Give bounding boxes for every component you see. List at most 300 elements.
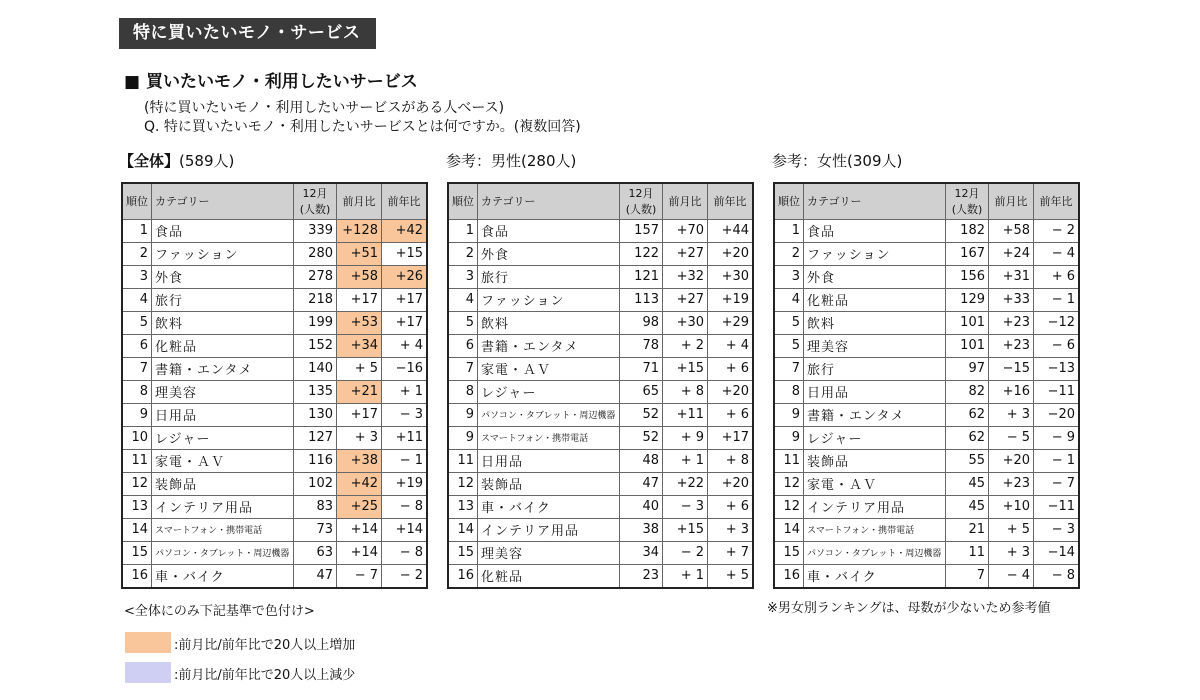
mom-cell: +21 [337, 380, 382, 403]
category-cell: 日用品 [152, 403, 294, 426]
mom-cell: +20 [989, 449, 1034, 472]
mom-cell: +11 [663, 403, 708, 426]
mom-cell: +24 [989, 242, 1034, 265]
header-rank: 順位 [122, 183, 152, 219]
rank-cell: 4 [122, 288, 152, 311]
yoy-cell: − 2 [1034, 219, 1080, 242]
mom-cell: + 9 [663, 426, 708, 449]
yoy-cell: −13 [1034, 357, 1080, 380]
mom-cell: +51 [337, 242, 382, 265]
category-cell: 車・バイク [152, 564, 294, 588]
count-cell: 140 [294, 357, 337, 380]
yoy-cell: + 4 [708, 334, 754, 357]
table-row [774, 564, 1079, 588]
mom-cell: − 7 [337, 564, 382, 588]
table-row [448, 311, 753, 334]
rank-cell: 16 [448, 564, 478, 588]
count-cell: 122 [620, 242, 663, 265]
table-row [774, 288, 1079, 311]
category-cell: レジャー [804, 426, 946, 449]
mom-cell: + 5 [337, 357, 382, 380]
count-cell: 152 [294, 334, 337, 357]
count-cell: 199 [294, 311, 337, 334]
category-cell: 飲料 [478, 311, 620, 334]
ranking-table-male [447, 182, 754, 589]
mom-cell: +27 [663, 288, 708, 311]
table-header-row [122, 183, 427, 219]
section-heading: ■ 買いたいモノ・利用したいサービス [124, 72, 418, 92]
category-cell: 理美容 [804, 334, 946, 357]
header-yoy: 前年比 [708, 183, 754, 219]
rank-cell: 14 [448, 518, 478, 541]
table-row [122, 472, 427, 495]
mom-cell: +53 [337, 311, 382, 334]
rank-cell: 9 [448, 403, 478, 426]
mom-cell: +23 [989, 334, 1034, 357]
count-cell: 65 [620, 380, 663, 403]
mom-cell: −15 [989, 357, 1034, 380]
table-row [122, 219, 427, 242]
yoy-cell: + 6 [708, 357, 754, 380]
rank-cell: 11 [122, 449, 152, 472]
table-row [122, 564, 427, 588]
yoy-cell: +26 [382, 265, 428, 288]
category-cell: 書籍・エンタメ [804, 403, 946, 426]
yoy-cell: −16 [382, 357, 428, 380]
table-row [774, 265, 1079, 288]
yoy-cell: − 6 [1034, 334, 1080, 357]
header-mom: 前月比 [663, 183, 708, 219]
yoy-cell: +30 [708, 265, 754, 288]
category-cell: ファッション [804, 242, 946, 265]
rank-cell: 8 [122, 380, 152, 403]
category-cell: 外食 [152, 265, 294, 288]
category-cell: パソコン・タブレット・周辺機器 [478, 403, 620, 426]
table-row [122, 288, 427, 311]
count-cell: 40 [620, 495, 663, 518]
table-header-row [448, 183, 753, 219]
yoy-cell: −14 [1034, 541, 1080, 564]
table-row [448, 426, 753, 449]
count-cell: 97 [946, 357, 989, 380]
yoy-cell: −20 [1034, 403, 1080, 426]
mom-cell: − 3 [663, 495, 708, 518]
category-cell: 化粧品 [152, 334, 294, 357]
category-cell: インテリア用品 [804, 495, 946, 518]
table-row [448, 380, 753, 403]
table-row [774, 242, 1079, 265]
rank-cell: 2 [122, 242, 152, 265]
table-row [122, 449, 427, 472]
mom-cell: − 2 [663, 541, 708, 564]
mom-cell: +16 [989, 380, 1034, 403]
yoy-cell: − 3 [1034, 518, 1080, 541]
category-cell: 外食 [804, 265, 946, 288]
female-label: 参考：女性(309人) [772, 152, 903, 170]
count-cell: 116 [294, 449, 337, 472]
mom-cell: +58 [337, 265, 382, 288]
category-cell: 書籍・エンタメ [478, 334, 620, 357]
table-row [122, 242, 427, 265]
rank-cell: 14 [774, 518, 804, 541]
category-cell: 化粧品 [478, 564, 620, 588]
rank-cell: 13 [122, 495, 152, 518]
mom-cell: +15 [663, 357, 708, 380]
rank-cell: 9 [774, 403, 804, 426]
category-cell: 旅行 [478, 265, 620, 288]
count-cell: 73 [294, 518, 337, 541]
category-cell: インテリア用品 [152, 495, 294, 518]
count-cell: 71 [620, 357, 663, 380]
rank-cell: 4 [774, 288, 804, 311]
count-cell: 101 [946, 311, 989, 334]
legend-swatch-increase [125, 632, 171, 653]
table-row [122, 403, 427, 426]
count-cell: 45 [946, 495, 989, 518]
rank-cell: 2 [774, 242, 804, 265]
rank-cell: 2 [448, 242, 478, 265]
count-cell: 278 [294, 265, 337, 288]
yoy-cell: − 9 [1034, 426, 1080, 449]
category-cell: 車・バイク [804, 564, 946, 588]
header-count-line1: 12月 [302, 187, 328, 201]
category-cell: 装飾品 [478, 472, 620, 495]
header-count [946, 183, 989, 219]
yoy-cell: −11 [1034, 380, 1080, 403]
yoy-cell: + 7 [708, 541, 754, 564]
yoy-cell: − 1 [1034, 288, 1080, 311]
table-row [122, 518, 427, 541]
rank-cell: 8 [774, 380, 804, 403]
count-cell: 63 [294, 541, 337, 564]
rank-cell: 4 [448, 288, 478, 311]
table-row [448, 564, 753, 588]
table-row [774, 495, 1079, 518]
table-row [448, 242, 753, 265]
table-row [448, 472, 753, 495]
yoy-cell: +42 [382, 219, 428, 242]
mom-cell: +23 [989, 311, 1034, 334]
ranking-table-overall [121, 182, 428, 589]
category-cell: 家電・ＡＶ [152, 449, 294, 472]
yoy-cell: + 6 [708, 403, 754, 426]
mom-cell: + 2 [663, 334, 708, 357]
rank-cell: 7 [448, 357, 478, 380]
count-cell: 218 [294, 288, 337, 311]
yoy-cell: +19 [708, 288, 754, 311]
category-cell: 家電・ＡＶ [804, 472, 946, 495]
table-row [122, 541, 427, 564]
ranking-table-female [773, 182, 1080, 589]
yoy-cell: +44 [708, 219, 754, 242]
table-row [448, 357, 753, 380]
rank-cell: 12 [774, 472, 804, 495]
base-note: (特に買いたいモノ・利用したいサービスがある人ベース) [144, 100, 505, 116]
rank-cell: 3 [448, 265, 478, 288]
mom-cell: +70 [663, 219, 708, 242]
table-row [774, 449, 1079, 472]
yoy-cell: +11 [382, 426, 428, 449]
yoy-cell: − 1 [1034, 449, 1080, 472]
count-cell: 38 [620, 518, 663, 541]
header-category: カテゴリー [478, 183, 620, 219]
category-cell: 飲料 [152, 311, 294, 334]
category-cell: 装飾品 [152, 472, 294, 495]
category-cell: 旅行 [804, 357, 946, 380]
rank-cell: 11 [448, 449, 478, 472]
category-cell: 日用品 [804, 380, 946, 403]
table-row [122, 265, 427, 288]
yoy-cell: − 2 [382, 564, 428, 588]
mom-cell: + 5 [989, 518, 1034, 541]
table-row [774, 311, 1079, 334]
count-cell: 48 [620, 449, 663, 472]
category-cell: 食品 [478, 219, 620, 242]
table-row [448, 265, 753, 288]
table-row [774, 472, 1079, 495]
yoy-cell: +17 [382, 288, 428, 311]
rank-cell: 5 [774, 334, 804, 357]
mom-cell: − 4 [989, 564, 1034, 588]
mom-cell: +25 [337, 495, 382, 518]
yoy-cell: + 1 [382, 380, 428, 403]
mom-cell: − 5 [989, 426, 1034, 449]
count-cell: 47 [620, 472, 663, 495]
mom-cell: + 3 [989, 403, 1034, 426]
rank-cell: 5 [448, 311, 478, 334]
rank-cell: 7 [122, 357, 152, 380]
table-row [448, 288, 753, 311]
header-yoy: 前年比 [382, 183, 428, 219]
table-row [122, 334, 427, 357]
rank-cell: 1 [122, 219, 152, 242]
rank-cell: 16 [122, 564, 152, 588]
page-title: 特に買いたいモノ・サービス [119, 18, 376, 49]
yoy-cell: +29 [708, 311, 754, 334]
mom-cell: +58 [989, 219, 1034, 242]
mom-cell: + 3 [337, 426, 382, 449]
category-cell: レジャー [152, 426, 294, 449]
mom-cell: +17 [337, 288, 382, 311]
mom-cell: +33 [989, 288, 1034, 311]
rank-cell: 12 [774, 495, 804, 518]
yoy-cell: − 8 [1034, 564, 1080, 588]
category-cell: 旅行 [152, 288, 294, 311]
table-row [122, 357, 427, 380]
count-cell: 127 [294, 426, 337, 449]
overall-label: 【全体】(589人) [119, 152, 235, 170]
color-rule-note: <全体にのみ下記基準で色付け> [124, 604, 315, 619]
mom-cell: +128 [337, 219, 382, 242]
table-row [448, 518, 753, 541]
yoy-cell: − 1 [382, 449, 428, 472]
rank-cell: 5 [774, 311, 804, 334]
table-row [448, 334, 753, 357]
mom-cell: +14 [337, 541, 382, 564]
yoy-cell: + 4 [382, 334, 428, 357]
yoy-cell: +19 [382, 472, 428, 495]
header-category: カテゴリー [804, 183, 946, 219]
rank-cell: 16 [774, 564, 804, 588]
table-row [774, 219, 1079, 242]
count-cell: 7 [946, 564, 989, 588]
yoy-cell: + 5 [708, 564, 754, 588]
count-cell: 280 [294, 242, 337, 265]
yoy-cell: + 6 [1034, 265, 1080, 288]
category-cell: 食品 [804, 219, 946, 242]
table-row [448, 403, 753, 426]
mom-cell: +23 [989, 472, 1034, 495]
count-cell: 339 [294, 219, 337, 242]
table-row [122, 426, 427, 449]
yoy-cell: + 6 [708, 495, 754, 518]
question-text: Q. 特に買いたいモノ・利用したいサービスとは何ですか。(複数回答) [144, 119, 581, 135]
count-cell: 34 [620, 541, 663, 564]
table-row [774, 403, 1079, 426]
header-count-line2: (人数) [299, 203, 331, 217]
header-count-line2: (人数) [625, 203, 657, 217]
yoy-cell: +20 [708, 242, 754, 265]
rank-cell: 9 [448, 426, 478, 449]
mom-cell: +38 [337, 449, 382, 472]
rank-cell: 1 [448, 219, 478, 242]
table-row [122, 380, 427, 403]
rank-cell: 3 [774, 265, 804, 288]
mom-cell: +14 [337, 518, 382, 541]
legend-text-decrease: :前月比/前年比で20人以上減少 [174, 668, 356, 683]
mom-cell: + 3 [989, 541, 1034, 564]
rank-cell: 6 [122, 334, 152, 357]
count-cell: 52 [620, 403, 663, 426]
category-cell: 理美容 [478, 541, 620, 564]
yoy-cell: +20 [708, 472, 754, 495]
rank-cell: 9 [122, 403, 152, 426]
rank-cell: 6 [448, 334, 478, 357]
yoy-cell: − 8 [382, 495, 428, 518]
category-cell: 書籍・エンタメ [152, 357, 294, 380]
rank-cell: 12 [448, 472, 478, 495]
category-cell: 装飾品 [804, 449, 946, 472]
table-row [448, 219, 753, 242]
table-row [774, 541, 1079, 564]
header-rank: 順位 [448, 183, 478, 219]
mom-cell: + 1 [663, 564, 708, 588]
yoy-cell: +20 [708, 380, 754, 403]
table-row [448, 449, 753, 472]
count-cell: 130 [294, 403, 337, 426]
mom-cell: + 1 [663, 449, 708, 472]
count-cell: 78 [620, 334, 663, 357]
count-cell: 62 [946, 403, 989, 426]
yoy-cell: + 8 [708, 449, 754, 472]
count-cell: 121 [620, 265, 663, 288]
count-cell: 167 [946, 242, 989, 265]
header-count-line1: 12月 [954, 187, 980, 201]
table-row [774, 426, 1079, 449]
category-cell: 飲料 [804, 311, 946, 334]
count-cell: 113 [620, 288, 663, 311]
mom-cell: +32 [663, 265, 708, 288]
mom-cell: +31 [989, 265, 1034, 288]
header-count [294, 183, 337, 219]
count-cell: 52 [620, 426, 663, 449]
count-cell: 82 [946, 380, 989, 403]
rank-cell: 11 [774, 449, 804, 472]
yoy-cell: +15 [382, 242, 428, 265]
count-cell: 11 [946, 541, 989, 564]
mom-cell: +27 [663, 242, 708, 265]
category-cell: ファッション [478, 288, 620, 311]
legend-swatch-decrease [125, 662, 171, 683]
rank-cell: 9 [774, 426, 804, 449]
mom-cell: +22 [663, 472, 708, 495]
rank-cell: 3 [122, 265, 152, 288]
rank-cell: 1 [774, 219, 804, 242]
header-count-line1: 12月 [628, 187, 654, 201]
count-cell: 98 [620, 311, 663, 334]
count-cell: 45 [946, 472, 989, 495]
category-cell: 化粧品 [804, 288, 946, 311]
header-mom: 前月比 [337, 183, 382, 219]
yoy-cell: +17 [708, 426, 754, 449]
rank-cell: 10 [122, 426, 152, 449]
yoy-cell: +17 [382, 311, 428, 334]
header-yoy: 前年比 [1034, 183, 1080, 219]
table-header-row [774, 183, 1079, 219]
mom-cell: +17 [337, 403, 382, 426]
count-cell: 55 [946, 449, 989, 472]
table-row [774, 334, 1079, 357]
count-cell: 83 [294, 495, 337, 518]
category-cell: インテリア用品 [478, 518, 620, 541]
category-cell: 車・バイク [478, 495, 620, 518]
category-cell: スマートフォン・携帯電話 [804, 518, 946, 541]
header-mom: 前月比 [989, 183, 1034, 219]
category-cell: パソコン・タブレット・周辺機器 [152, 541, 294, 564]
yoy-cell: −12 [1034, 311, 1080, 334]
count-cell: 101 [946, 334, 989, 357]
count-cell: 157 [620, 219, 663, 242]
rank-cell: 13 [448, 495, 478, 518]
category-cell: レジャー [478, 380, 620, 403]
yoy-cell: + 3 [708, 518, 754, 541]
category-cell: ファッション [152, 242, 294, 265]
table-row [448, 541, 753, 564]
male-label: 参考：男性(280人) [446, 152, 577, 170]
mom-cell: + 8 [663, 380, 708, 403]
count-cell: 21 [946, 518, 989, 541]
category-cell: パソコン・タブレット・周辺機器 [804, 541, 946, 564]
table-row [122, 495, 427, 518]
category-cell: 外食 [478, 242, 620, 265]
table-row [774, 518, 1079, 541]
count-cell: 156 [946, 265, 989, 288]
yoy-cell: − 3 [382, 403, 428, 426]
mom-cell: +30 [663, 311, 708, 334]
mom-cell: +34 [337, 334, 382, 357]
gender-note: ※男女別ランキングは、母数が少ないため参考値 [767, 601, 1051, 616]
count-cell: 62 [946, 426, 989, 449]
rank-cell: 12 [122, 472, 152, 495]
rank-cell: 15 [774, 541, 804, 564]
category-cell: 食品 [152, 219, 294, 242]
category-cell: スマートフォン・携帯電話 [478, 426, 620, 449]
count-cell: 102 [294, 472, 337, 495]
rank-cell: 14 [122, 518, 152, 541]
table-row [774, 357, 1079, 380]
count-cell: 47 [294, 564, 337, 588]
yoy-cell: − 7 [1034, 472, 1080, 495]
